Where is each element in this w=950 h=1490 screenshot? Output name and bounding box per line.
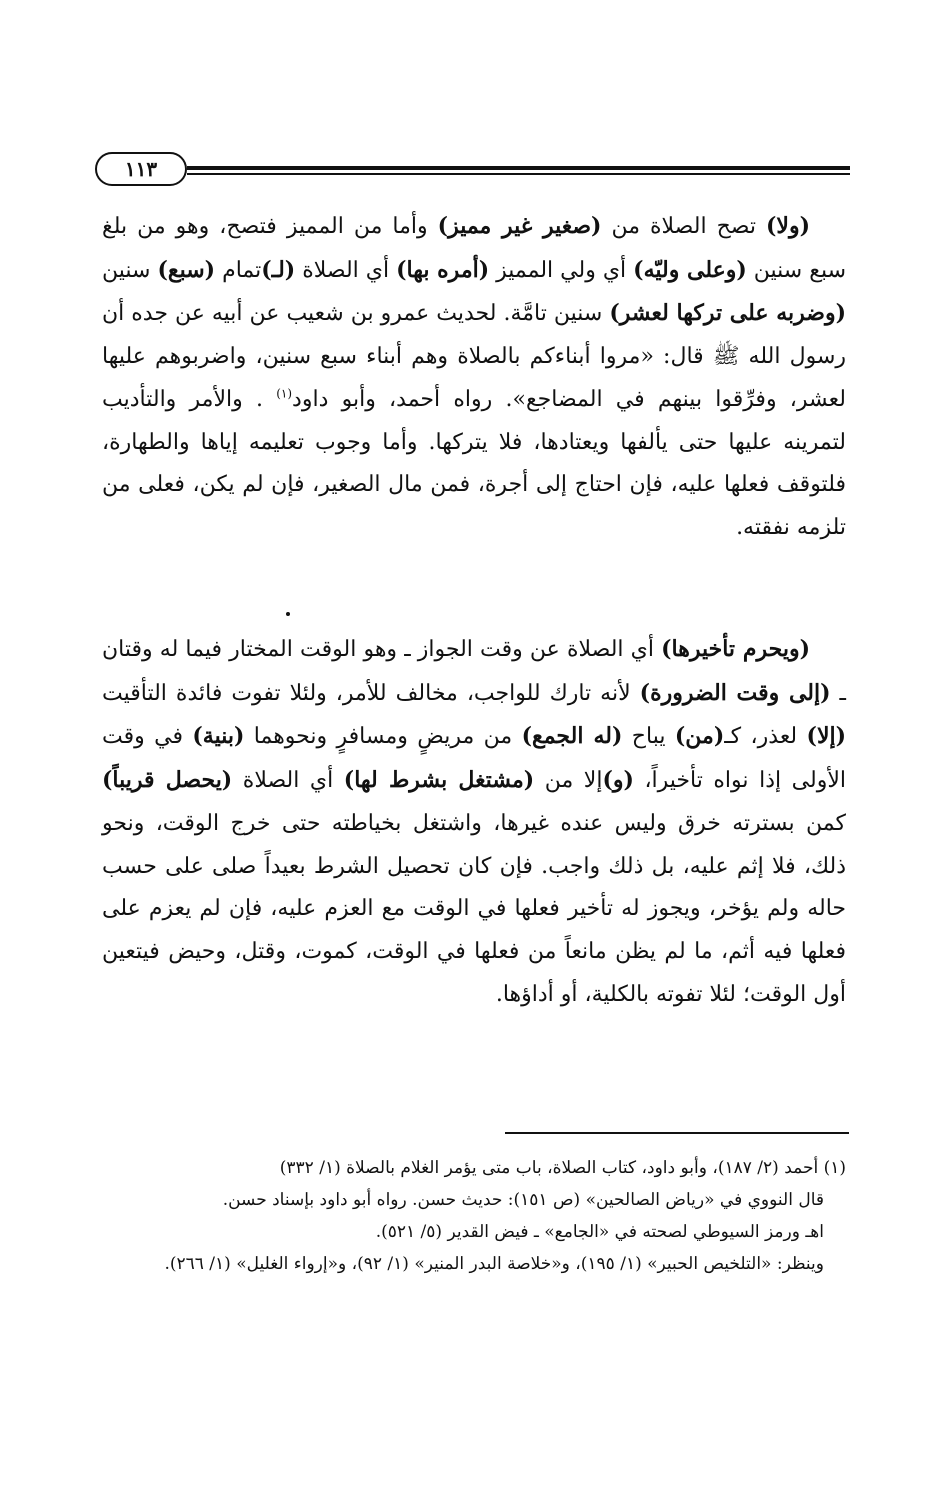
bold-term: (وعلى وليّه): [633, 256, 747, 283]
main-paragraph-2: [102, 628, 846, 1016]
header-rule-thin: [187, 173, 850, 175]
page-header: [95, 152, 850, 192]
bold-term: (مشتغل بشرط لها): [343, 767, 535, 794]
bold-term: (لـ): [261, 256, 296, 283]
bold-term: (وضربه على تركها لعشر): [609, 300, 846, 327]
footnote-1: [102, 1152, 846, 1280]
main-paragraph-1: [102, 205, 846, 550]
bold-term: (بنية): [192, 723, 245, 750]
bold-term: (صغير غير مميز): [437, 213, 602, 239]
bold-term: (ولا): [766, 213, 810, 239]
footnote-line: قال النووي في «رياض الصالحين» (ص ١٥١): حديث حسن. رواه أبو داود بإسناد حسن.: [222, 1190, 824, 1210]
paragraph-text: (ويحرم تأخيرها) أي الصلاة عن وقت الجواز ـ وهو الوقت المختار فيما له وقتان ـ (إلى وقت الضرورة) لأنه تارك للواجب، مخالف للأمر، ولئلا تفوت فائدة التأقيت (إلا) لعذر، كـ(من) يباح (له الجمع) من مريضٍ ومسافرٍ ونحوهما (بنية) في وقت الأولى إذا نواه تأخيراً، (و)إلا من (مشتغل بشرط لها) أي الصلاة (يحصل قريباً) كمن بسترته خرق وليس عنده غيرها، واشتغل بخياطته حتى خرج الوقت، ونحو ذلك، فلا إثم عليه، بل ذلك واجب. فإن كان تحصيل الشرط بعيداً صلى على حسب حاله ولم يؤخر، ويجوز له تأخير فعلها في الوقت مع العزم عليه، فإن لم يعزم على فعلها فيه أثم، ما لم يظن مانعاً من فعلها في الوقت، كموت، وقتل، وحيض فيتعين أول الوقت؛ لئلا تفوته بالكلية، أو أداؤها.: [102, 636, 847, 1007]
bold-term: (أمره بها): [396, 256, 490, 283]
bold-term: (ويحرم تأخيرها): [661, 636, 810, 662]
footnote-ref[interactable]: (١): [276, 386, 293, 401]
page-number: ١١٣: [95, 152, 187, 186]
bold-term: (له الجمع): [521, 723, 623, 750]
bold-term: (من): [674, 723, 725, 750]
footnote-line: اهـ ورمز السيوطي لصحته في «الجامع» ـ فيض القدير (٥/ ٥٢١).: [375, 1222, 824, 1242]
bold-term: (و): [602, 767, 634, 794]
footnote-line: (١) أحمد (٢/ ١٨٧)، وأبو داود، كتاب الصلاة، باب متى يؤمر الغلام بالصلاة (١/ ٣٣٢): [279, 1158, 846, 1178]
header-rule: [187, 166, 850, 170]
decorative-dot: [286, 612, 290, 616]
bold-term: (إلا): [806, 723, 847, 750]
footnote-line: وينظر: «التلخيص الحبير» (١/ ١٩٥)، و«خلاصة البدر المنير» (١/ ٩٢)، و«إرواء الغليل» (١/ ٢٦٦).: [164, 1254, 824, 1274]
footnotes: [102, 1152, 846, 1280]
paragraph-text: (ولا) تصح الصلاة من (صغير غير مميز) وأما من المميز فتصح، وهو من بلغ سبع سنين (وعلى وليّه) أي ولي المميز (أمره بها) أي الصلاة (لـ)تمام (سبع) سنين (وضربه على تركها لعشر) سنين تامَّة. لحديث عمرو بن شعيب عن أبيه عن جده أن رسول الله ﷺ قال: «مروا أبناءكم بالصلاة وهم أبناء سبع سنين، واضربوهم عليها لعشر، وفرِّقوا بينهم في المضاجع». رواه أحمد، وأبو داود$^{(١)}$ . والأمر والتأديب لتمرينه عليها حتى يألفها ويعتادها، فلا يتركها. وأما وجوب تعليمه إياها والطهارة، فلتوقف فعلها عليه، فإن احتاج إلى أجرة، فمن مال الصغير، فإن لم يكن، فعلى من تلزمه نفقته.: [102, 213, 847, 540]
footnote-separator: [505, 1132, 849, 1134]
bold-term: (سبع): [157, 256, 216, 283]
bold-term: (يحصل قريباً): [102, 767, 233, 794]
bold-term: (إلى وقت الضرورة): [639, 679, 831, 706]
